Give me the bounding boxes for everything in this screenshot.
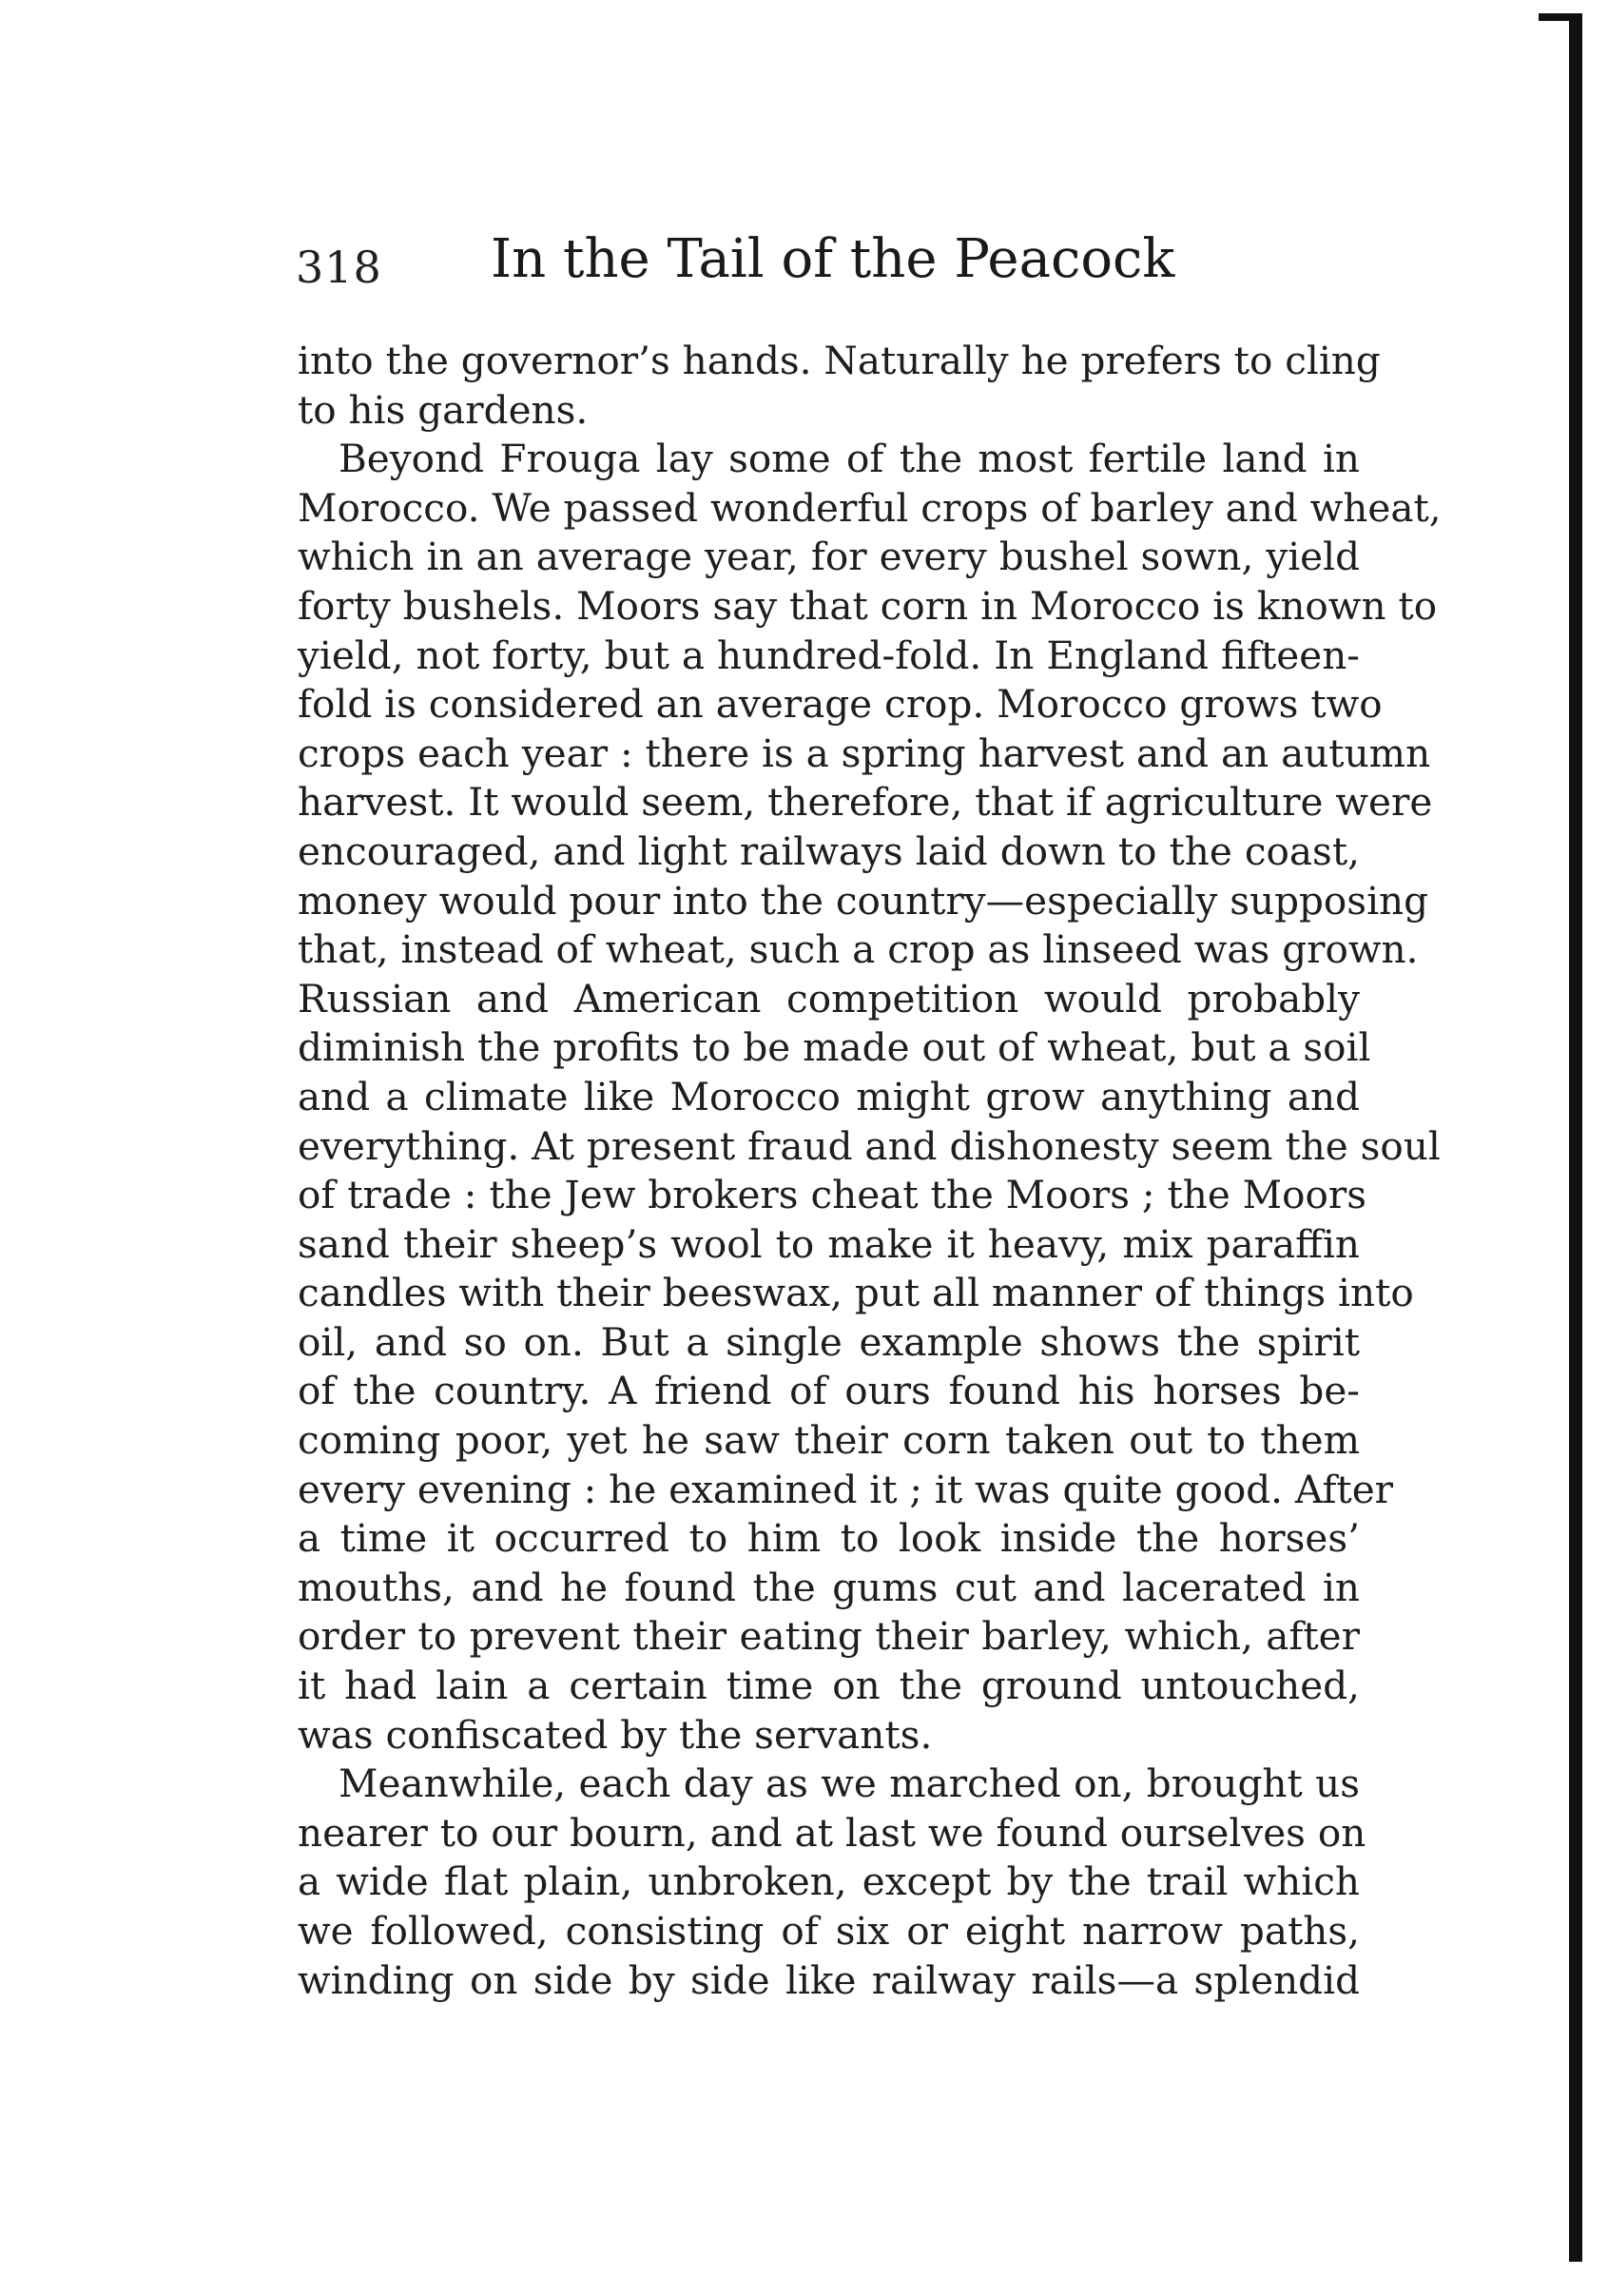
text-line: mouths, and he found the gums cut and lacerated in — [298, 1564, 1360, 1610]
text-line: that, instead of wheat, such a crop as linseed was grown. — [298, 926, 1419, 973]
text-line: coming poor, yet he saw their corn taken out to them — [298, 1417, 1360, 1464]
binding-edge — [1569, 17, 1582, 2262]
text-line: we followed, consisting of six or eight narrow paths, — [298, 1908, 1360, 1954]
text-line: Morocco. We passed wonderful crops of barley and wheat, — [298, 484, 1442, 531]
text-line: encouraged, and light railways laid down to the coast, — [298, 827, 1360, 874]
text-line: winding on side by side like railway rails—a splendid — [298, 1956, 1360, 2003]
text-line: yield, not forty, but a hundred-fold. In England fifteen- — [298, 632, 1360, 678]
text-line: of the country. A friend of ours found his horses be- — [298, 1368, 1360, 1414]
text-line: sand their sheep’s wool to make it heavy, mix paraffin — [298, 1220, 1360, 1267]
text-line: which in an average year, for every bushel sown, yield — [298, 534, 1360, 580]
text-line: into the governor’s hands. Naturally he prefers to cling — [298, 338, 1381, 383]
text-line: crops each year : there is a spring harvest and an autumn — [298, 730, 1431, 776]
text-line: nearer to our bourn, and at last we found ourselves on — [298, 1809, 1366, 1856]
text-line: a time it occurred to him to look inside the horses’ — [298, 1515, 1360, 1562]
text-line: candles with their beeswax, put all manner of things into — [298, 1270, 1414, 1316]
text-line: order to prevent their eating their barley, which, after — [298, 1613, 1360, 1660]
page-header — [296, 228, 1361, 314]
text-line: was confiscated by the servants. — [298, 1711, 933, 1758]
text-line: everything. At present fraud and dishonesty seem the soul — [298, 1122, 1441, 1169]
page-number: 318 — [296, 242, 382, 293]
text-line: of trade : the Jew brokers cheat the Moors ; the Moors — [298, 1172, 1367, 1218]
text-line: and a climate like Morocco might grow anything and — [298, 1073, 1360, 1119]
text-line: forty bushels. Moors say that corn in Morocco is known to — [298, 582, 1438, 629]
text-line: harvest. It would seem, therefore, that if agriculture were — [298, 779, 1433, 826]
text-line: every evening : he examined it ; it was quite good. After — [298, 1466, 1394, 1512]
text-line: diminish the profits to be made out of wheat, but a soil — [298, 1024, 1371, 1071]
text-line: a wide flat plain, unbroken, except by the trail which — [298, 1858, 1360, 1905]
text-line: oil, and so on. But a single example shows the spirit — [298, 1318, 1360, 1365]
text-line: it had lain a certain time on the ground untouched, — [298, 1663, 1360, 1709]
running-title: In the Tail of the Peacock — [491, 228, 1175, 290]
text-line: to his gardens. — [298, 386, 589, 433]
text-line: Russian and American competition would probably — [298, 975, 1360, 1022]
text-line: money would pour into the country—especially supposing — [298, 877, 1429, 924]
text-line: fold is considered an average crop. Morocco grows two — [298, 681, 1383, 728]
text-line: Meanwhile, each day as we marched on, brought us — [339, 1761, 1360, 1807]
body-text — [298, 337, 1442, 2005]
text-line: Beyond Frouga lay some of the most fertile land in — [339, 436, 1360, 482]
